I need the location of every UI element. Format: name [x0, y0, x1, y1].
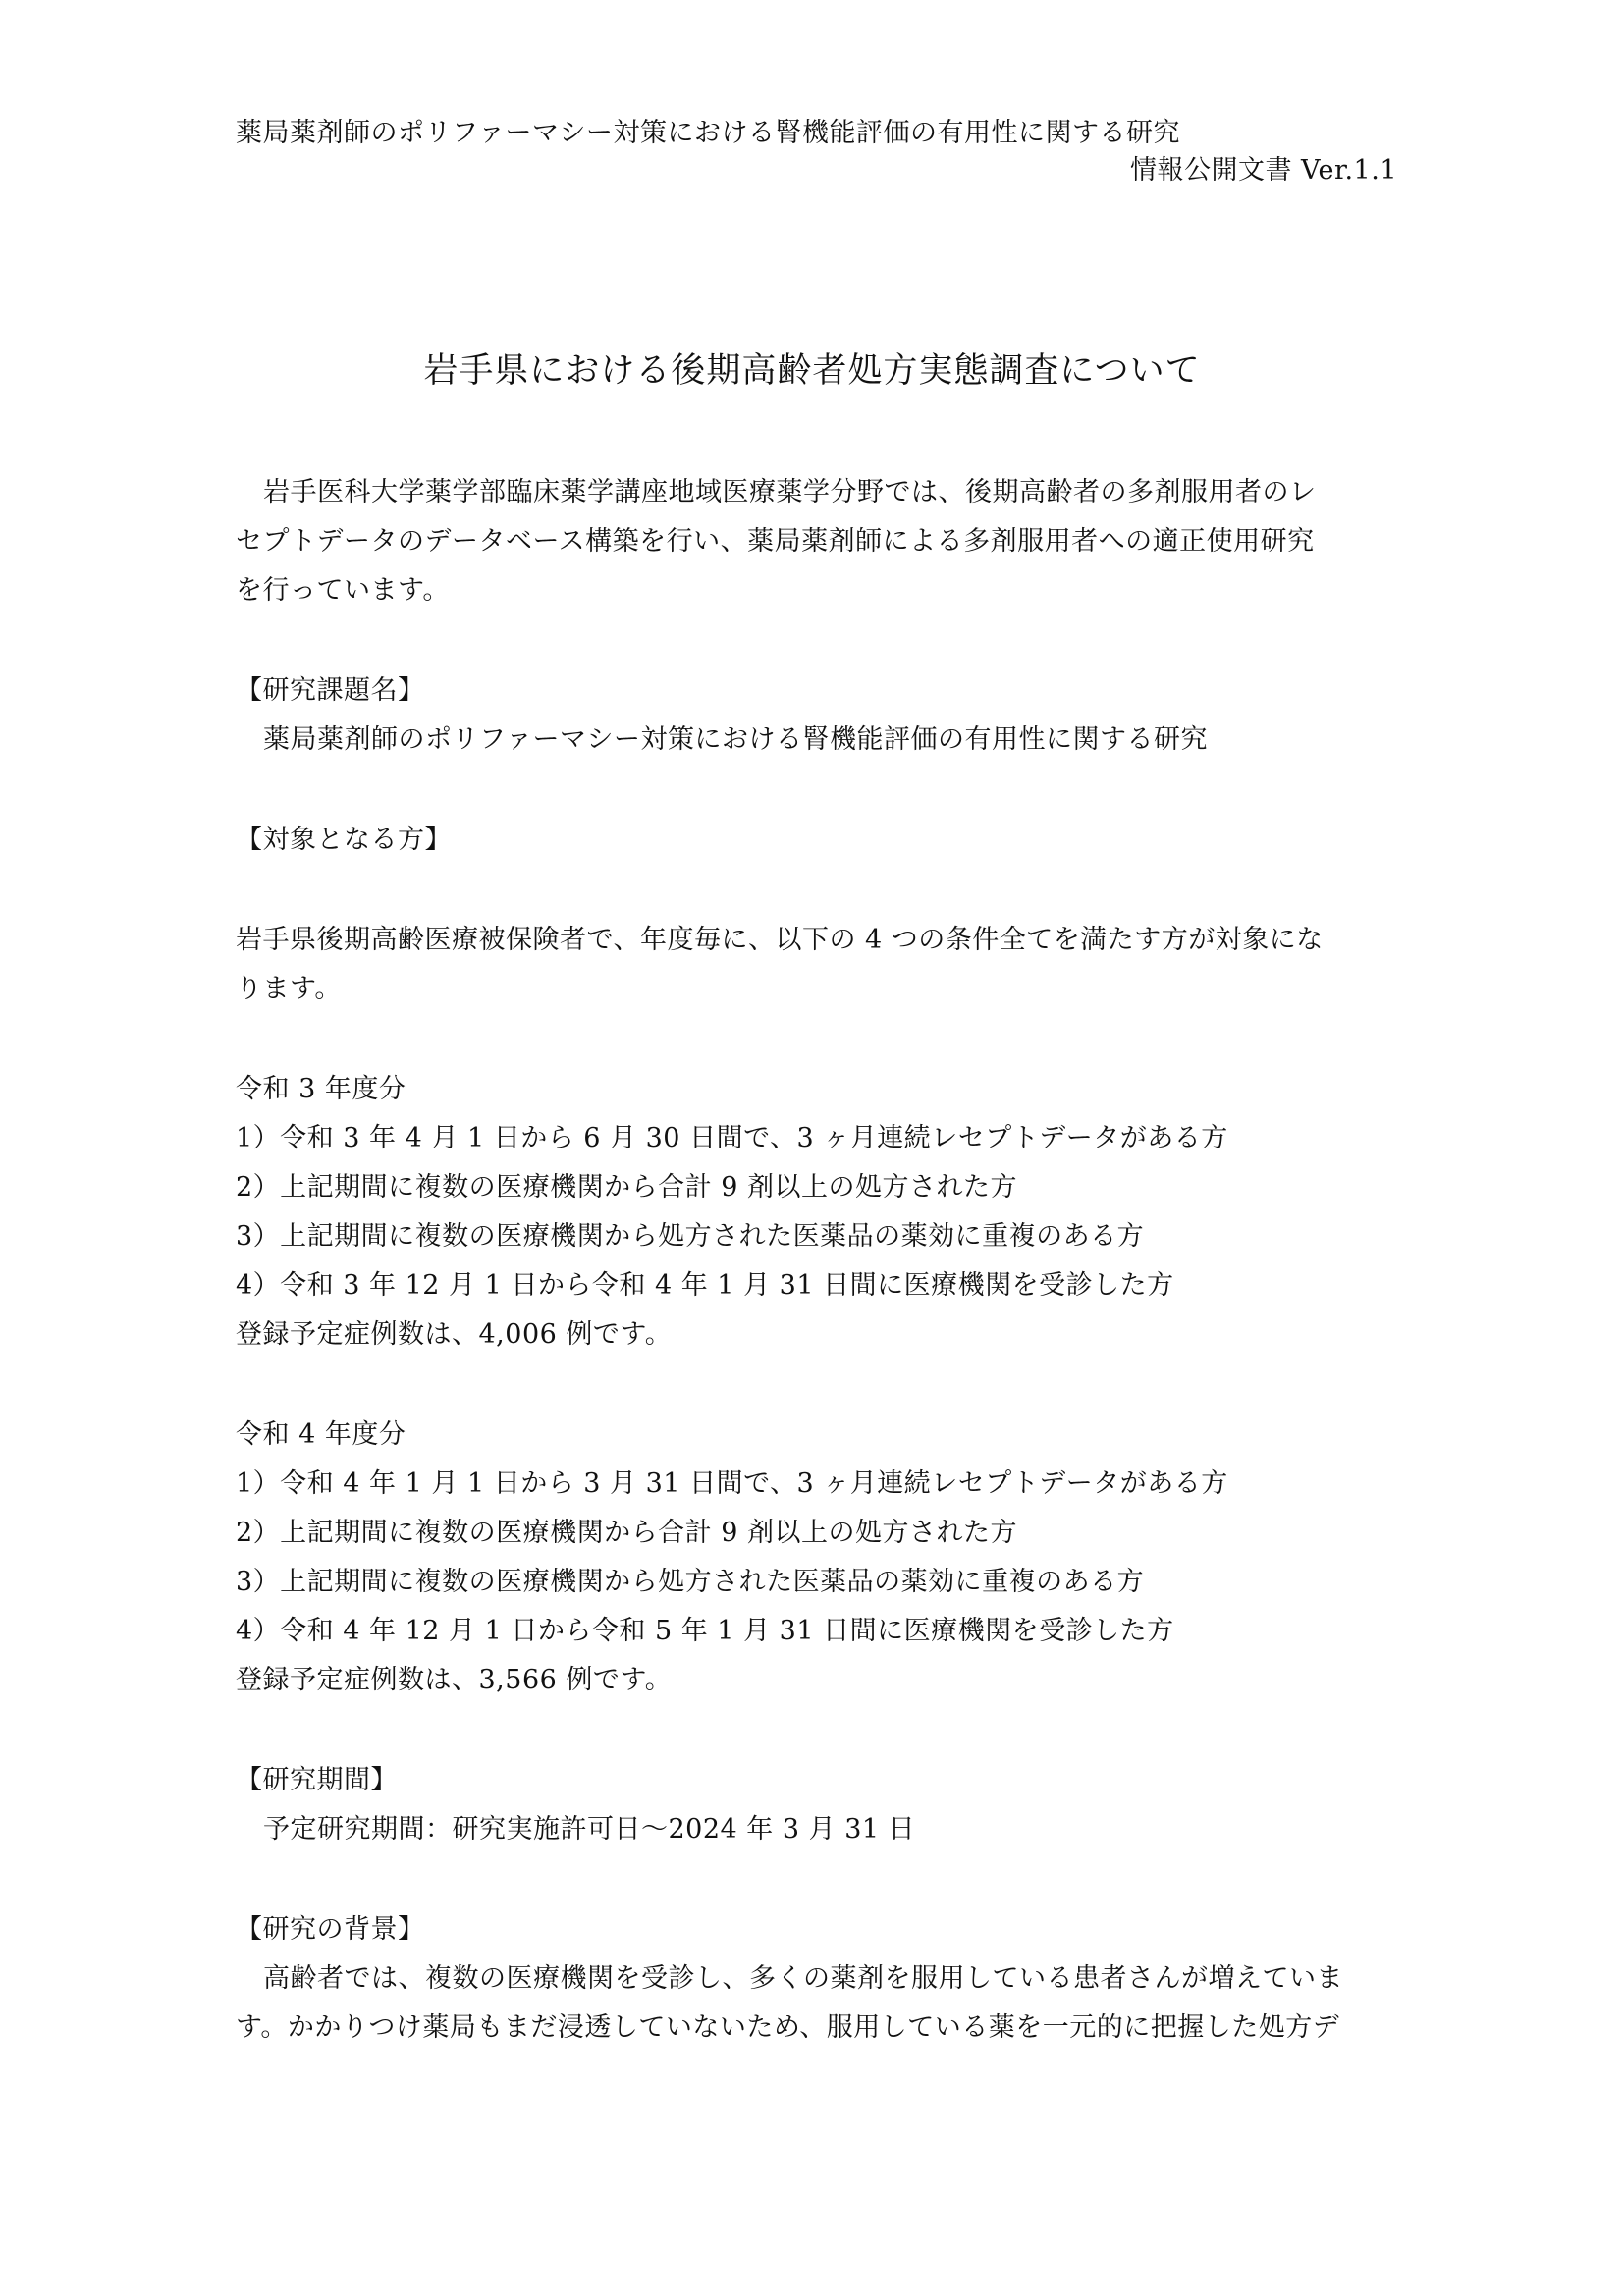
study-name-heading: 【研究課題名】 — [236, 675, 425, 706]
fy2022-heading: 令和 4 年度分 — [236, 1419, 406, 1450]
header-doc-version: 情報公開文書 Ver.1.1 — [1129, 155, 1397, 186]
intro-line-1: 岩手医科大学薬学部臨床薬学講座地域医療薬学分野では、後期高齢者の多剤服用者のレ — [263, 477, 1317, 507]
fy2022-item-3: 3）上記期間に複数の医療機関から処方された医薬品の薬効に重複のある方 — [236, 1567, 1145, 1597]
fy2021-count: 登録予定症例数は、4,006 例です。 — [236, 1319, 673, 1350]
fy2022-item-1: 1）令和 4 年 1 月 1 日から 3 月 31 日間で、3 ヶ月連続レセプトデータがある方 — [236, 1468, 1228, 1499]
period-text: 予定研究期間：研究実施許可日～2024 年 3 月 31 日 — [263, 1814, 916, 1844]
fy2022-count: 登録予定症例数は、3,566 例です。 — [236, 1665, 673, 1695]
fy2021-item-3: 3）上記期間に複数の医療機関から処方された医薬品の薬効に重複のある方 — [236, 1221, 1145, 1252]
header-study-title: 薬局薬剤師のポリファーマシー対策における腎機能評価の有用性に関する研究 — [236, 118, 1180, 148]
background-line-1: 高齢者では、複数の医療機関を受診し、多くの薬剤を服用している患者さんが増えていま — [263, 1963, 1343, 1994]
fy2021-heading: 令和 3 年度分 — [236, 1074, 406, 1104]
background-line-2: す。かかりつけ薬局もまだ浸透していないため、服用している薬を一元的に把握した処方デ — [236, 2012, 1340, 2043]
fy2021-item-4: 4）令和 3 年 12 月 1 日から令和 4 年 1 月 31 日間に医療機関を受診した方 — [236, 1270, 1174, 1301]
background-heading: 【研究の背景】 — [236, 1914, 425, 1945]
page-title: 岩手県における後期高齢者処方実態調査について — [423, 351, 1201, 391]
period-heading: 【研究期間】 — [236, 1765, 398, 1795]
fy2022-item-4: 4）令和 4 年 12 月 1 日から令和 5 年 1 月 31 日間に医療機関を受診した方 — [236, 1616, 1174, 1646]
target-line-2: ります。 — [236, 974, 342, 1004]
fy2021-item-2: 2）上記期間に複数の医療機関から合計 9 剤以上の処方された方 — [236, 1172, 1018, 1202]
target-line-1: 岩手県後期高齢医療被保険者で、年度毎に、以下の 4 つの条件全てを満たす方が対象にな — [236, 925, 1324, 955]
fy2022-item-2: 2）上記期間に複数の医療機関から合計 9 剤以上の処方された方 — [236, 1518, 1018, 1548]
fy2021-item-1: 1）令和 3 年 4 月 1 日から 6 月 30 日間で、3 ヶ月連続レセプトデータがある方 — [236, 1123, 1228, 1153]
target-heading: 【対象となる方】 — [236, 825, 452, 855]
study-name-text: 薬局薬剤師のポリファーマシー対策における腎機能評価の有用性に関する研究 — [263, 724, 1208, 755]
intro-line-3: を行っています。 — [236, 575, 450, 606]
intro-line-2: セプトデータのデータベース構築を行い、薬局薬剤師による多剤服用者への適正使用研究 — [236, 526, 1315, 557]
